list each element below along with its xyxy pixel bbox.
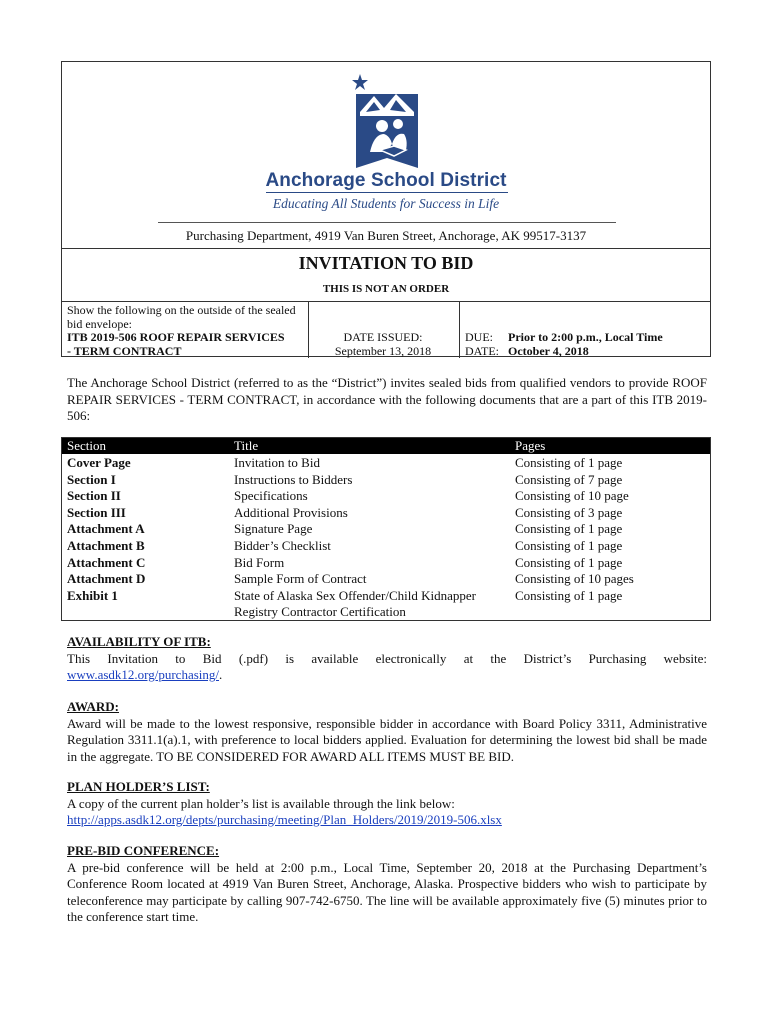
table-header-row (62, 438, 710, 454)
purchasing-website-link[interactable]: www.asdk12.org/purchasing/ (67, 667, 220, 682)
award-heading: AWARD: (67, 699, 119, 714)
availability-period: . (219, 667, 223, 682)
document-title: INVITATION TO BID (298, 253, 474, 273)
row-section: Attachment A (67, 521, 145, 537)
row-title: State of Alaska Sex Offender/Child Kidnapper Registry Contractor Certification (234, 587, 477, 620)
due-value: Prior to 2:00 p.m., Local Time (508, 330, 663, 344)
availability-text: This Invitation to Bid (.pdf) is available electronically at the District’s Purchasing website: (67, 650, 707, 666)
document-subtitle: THIS IS NOT AN ORDER (322, 283, 450, 295)
due-date-value: October 4, 2018 (508, 344, 589, 358)
row-title: Additional Provisions (234, 504, 348, 520)
row-title: Instructions to Bidders (234, 471, 353, 487)
header-box (61, 61, 711, 357)
row-pages: Consisting of 1 page (515, 587, 623, 603)
row-pages: Consisting of 10 pages (515, 571, 634, 587)
date-issued-value: September 13, 2018 (334, 344, 432, 358)
district-name-rule (266, 192, 508, 193)
prebid-text: A pre-bid conference will be held at 2:00 p.m., Local Time, September 20, 2018 at the Purchasing Department’s Conference Room located at 4919 Van Buren Street, Anchorage, Alaska. Prospective bidders who wish to participate by teleconference may participate by calling 907-742-6750. The line will be available approximately five (5) minutes prior to the conference start time. (67, 859, 707, 924)
title-divider (62, 248, 710, 249)
district-logo-icon (352, 72, 422, 172)
table-row (62, 571, 710, 588)
envelope-divider (62, 301, 710, 302)
availability-heading: AVAILABILITY OF ITB: (67, 634, 211, 649)
table-row (62, 455, 710, 472)
plan-holders-link[interactable]: http://apps.asdk12.org/depts/purchasing/meeting/Plan_Holders/2019/2019-506.xlsx (67, 812, 502, 827)
row-pages: Consisting of 3 page (515, 504, 623, 520)
date-label: DATE: (465, 344, 499, 358)
table-row (62, 538, 710, 555)
plan-holders-text: A copy of the current plan holder’s list is available through the link below: (67, 795, 455, 811)
prebid-heading: PRE-BID CONFERENCE: (67, 843, 220, 858)
row-section: Attachment B (67, 538, 145, 553)
department-address: Purchasing Department, 4919 Van Buren Street, Anchorage, AK 99517-3137 (185, 228, 587, 243)
table-row (62, 555, 710, 572)
plan-holders-section (67, 779, 707, 829)
row-pages: Consisting of 10 page (515, 488, 629, 504)
row-section: Section III (67, 504, 126, 520)
plan-holders-heading: PLAN HOLDER’S LIST: (67, 779, 210, 794)
intro-paragraph: The Anchorage School District (referred to as the “District”) invites sealed bids from qualified vendors to provide ROOF REPAIR SERVICES - TERM CONTRACT, in accordance with the following documents that are a part of this ITB 2019-506: (67, 375, 707, 423)
envelope-instruction: Show the following on the outside of the sealed bid envelope: (67, 303, 296, 331)
header-section: Section (67, 438, 106, 453)
row-section: Section II (67, 488, 121, 504)
address-rule (158, 222, 616, 223)
row-pages: Consisting of 7 page (515, 471, 623, 487)
table-row (62, 588, 710, 622)
table-row (62, 488, 710, 505)
row-section: Section I (67, 471, 116, 487)
envelope-label-line2: - TERM CONTRACT (67, 344, 182, 358)
row-section: Attachment D (67, 571, 146, 587)
row-title: Signature Page (234, 521, 313, 537)
row-title: Specifications (234, 488, 308, 504)
row-pages: Consisting of 1 page (515, 554, 623, 570)
date-issued-label: DATE ISSUED: (343, 330, 423, 344)
availability-section (67, 634, 707, 684)
row-pages: Consisting of 1 page (515, 538, 623, 553)
header-pages: Pages (515, 438, 546, 453)
row-pages: Consisting of 1 page (515, 455, 623, 470)
envelope-label-line1: ITB 2019-506 ROOF REPAIR SERVICES (67, 330, 285, 344)
district-name: Anchorage School District (265, 170, 507, 191)
row-title: Sample Form of Contract (234, 571, 367, 587)
header-title: Title (234, 438, 259, 453)
row-title: Bid Form (234, 554, 285, 570)
table-row (62, 505, 710, 522)
column-divider-2 (459, 302, 460, 358)
table-row (62, 472, 710, 489)
row-pages: Consisting of 1 page (515, 521, 623, 537)
award-text: Award will be made to the lowest responsive, responsible bidder in accordance with Board Policy 3311, Administrative Regulation 3311.1(a).1, with preference to local bidders applied. Evaluation for determining the lowest bid shall be made in the aggregate. TO BE CONSIDERED FOR AWARD ALL ITEMS MUST BE BID. (67, 715, 707, 764)
table-row (62, 521, 710, 538)
award-section (67, 699, 707, 765)
prebid-section (67, 843, 707, 926)
row-section: Cover Page (67, 455, 131, 470)
due-label: DUE: (465, 330, 493, 344)
documents-table (61, 437, 711, 621)
row-title: Bidder’s Checklist (234, 538, 331, 553)
row-title: Invitation to Bid (234, 455, 320, 470)
row-section: Exhibit 1 (67, 587, 118, 603)
district-tagline: Educating All Students for Success in Life (272, 196, 500, 211)
row-section: Attachment C (67, 554, 146, 570)
